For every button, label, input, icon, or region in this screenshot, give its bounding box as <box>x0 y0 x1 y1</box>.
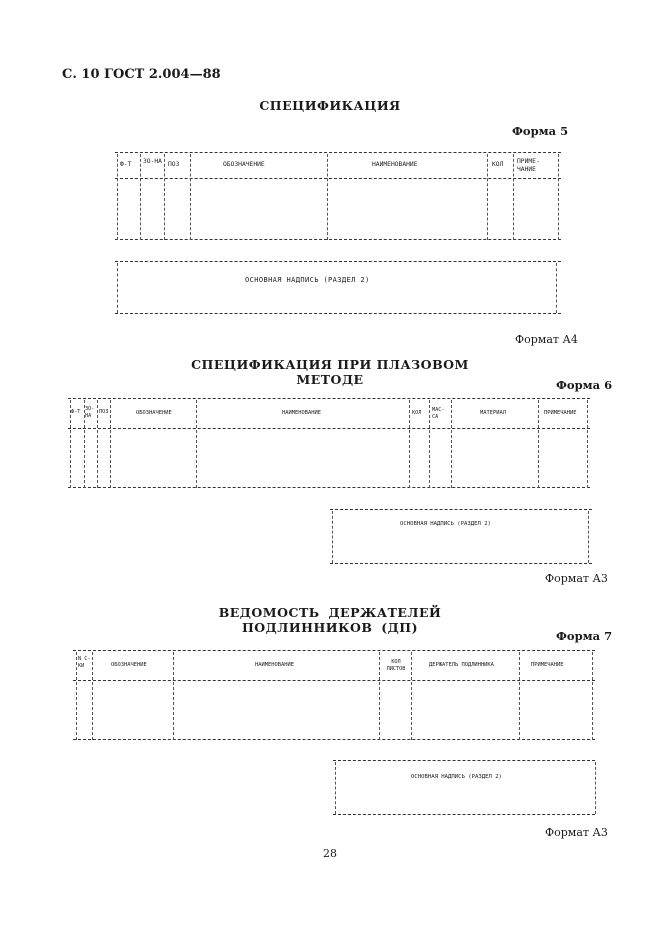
section3-title: ВЕДОМОСТЬ ДЕРЖАТЕЛЕЙ ПОДЛИННИКОВ (ДП) <box>218 605 442 635</box>
section1-format: Формат А4 <box>515 333 578 346</box>
col-zone: ЗО-НА <box>85 406 95 419</box>
section3-form: Форма 7 <box>556 629 613 643</box>
section3-stamp-label: ОСНОВНАЯ НАДПИСЬ (РАЗДЕЛ 2) <box>411 774 502 780</box>
section2-title: СПЕЦИФИКАЦИЯ ПРИ ПЛАЗОВОМ МЕТОДЕ <box>191 357 469 387</box>
section2-table <box>68 398 590 490</box>
section2-format: Формат А3 <box>545 572 608 585</box>
section1-stamp <box>115 261 561 316</box>
section3-format: Формат А3 <box>545 826 608 839</box>
col-material: МАТЕРИАЛ <box>480 410 506 416</box>
section1-form: Форма 5 <box>512 124 569 138</box>
col-format: Ф-Т <box>71 409 81 415</box>
col-designation: ОБОЗНАЧЕНИЕ <box>136 410 172 416</box>
col-name: НАИМЕНОВАНИЕ <box>372 161 418 168</box>
section2-form: Форма 6 <box>556 378 613 392</box>
col-pos: ПОЗ <box>168 161 180 168</box>
section1-stamp-label: ОСНОВНАЯ НАДПИСЬ (РАЗДЕЛ 2) <box>245 276 370 284</box>
section3-stamp <box>333 760 595 817</box>
col-note: ПРИМЕЧАНИЕ <box>544 410 577 416</box>
section1-table <box>115 152 561 242</box>
col-pos: ПОЗ <box>99 409 109 415</box>
col-designation: ОБОЗНАЧЕНИЕ <box>223 161 265 168</box>
col-zone: ЗО-НА <box>143 158 162 165</box>
col-name: НАИМЕНОВАНИЕ <box>255 662 294 668</box>
page-number: 28 <box>323 847 337 860</box>
col-note: ПРИМЕЧАНИЕ <box>531 662 564 668</box>
col-qty: КОЛ <box>412 410 422 416</box>
page-header: С. 10 ГОСТ 2.004—88 <box>62 67 221 82</box>
section2-stamp-label: ОСНОВНАЯ НАДПИСЬ (РАЗДЕЛ 2) <box>400 521 491 527</box>
section2-stamp <box>330 509 592 566</box>
col-num: N С-КИ <box>78 656 91 669</box>
col-name: НАИМЕНОВАНИЕ <box>282 410 321 416</box>
col-holder: ДЕРЖАТЕЛЬ ПОДЛИННИКА <box>429 662 494 668</box>
col-format: Ф-Т <box>120 161 132 168</box>
section3-table <box>73 650 595 742</box>
col-designation: ОБОЗНАЧЕНИЕ <box>111 662 147 668</box>
col-sheets: КОЛ ЛИСТОВ <box>386 659 406 672</box>
col-qty: КОЛ <box>492 161 504 168</box>
col-mass: МАС-СА <box>432 407 445 420</box>
col-note: ПРИМЕ-ЧАНИЕ <box>517 158 540 173</box>
section1-title: СПЕЦИФИКАЦИЯ <box>259 98 401 113</box>
